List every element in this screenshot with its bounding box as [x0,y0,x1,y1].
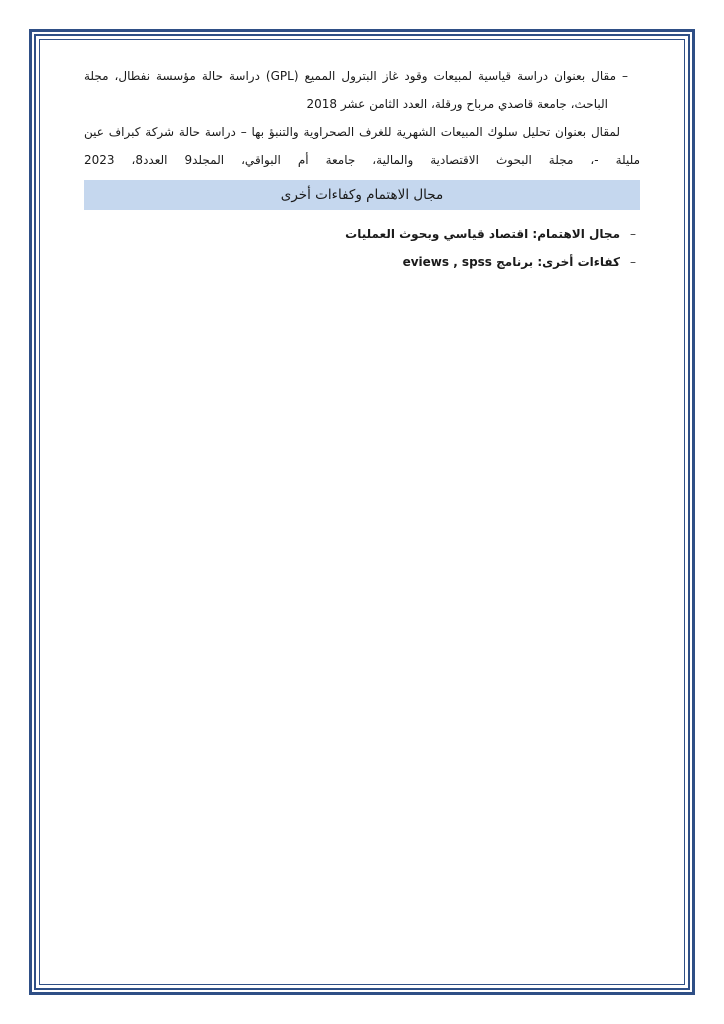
publications-section [84,62,640,174]
interest-field-text: مجال الاهتمام: اقتصاد قياسي وبحوث العمليات [345,227,620,241]
other-skills-text: كفاءات أخرى: برنامج eviews , spss [402,255,620,269]
publication-1-line-2: الباحث، جامعة قاصدي مرباح ورقلة، العدد الثامن عشر 2018 [306,97,608,111]
section-header-interests: مجال الاهتمام وكفاءات أخرى [84,180,640,210]
page-content [84,62,640,276]
publication-2-line-1: لمقال بعنوان تحليل سلوك المبيعات الشهرية للغرف الصحراوية والتنبؤ بها – دراسة حالة شركة كبراف عين [84,125,620,139]
list-item [84,220,640,248]
dash-bullet-icon: – [630,227,636,241]
publication-2-line-2: مليلة -، مجلة البحوث الاقتصادية والمالية، جامعة أم البواقي، المجلد9 العدد8، 2023 [84,153,640,167]
list-item [84,248,640,276]
dash-bullet-icon: – [630,255,636,269]
publication-1-line-1: – مقال بعنوان دراسة قياسية لمبيعات وقود غاز البترول المميع (GPL) دراسة حالة مؤسسة نفطال، مجلة [84,69,629,83]
interests-list [84,220,640,276]
